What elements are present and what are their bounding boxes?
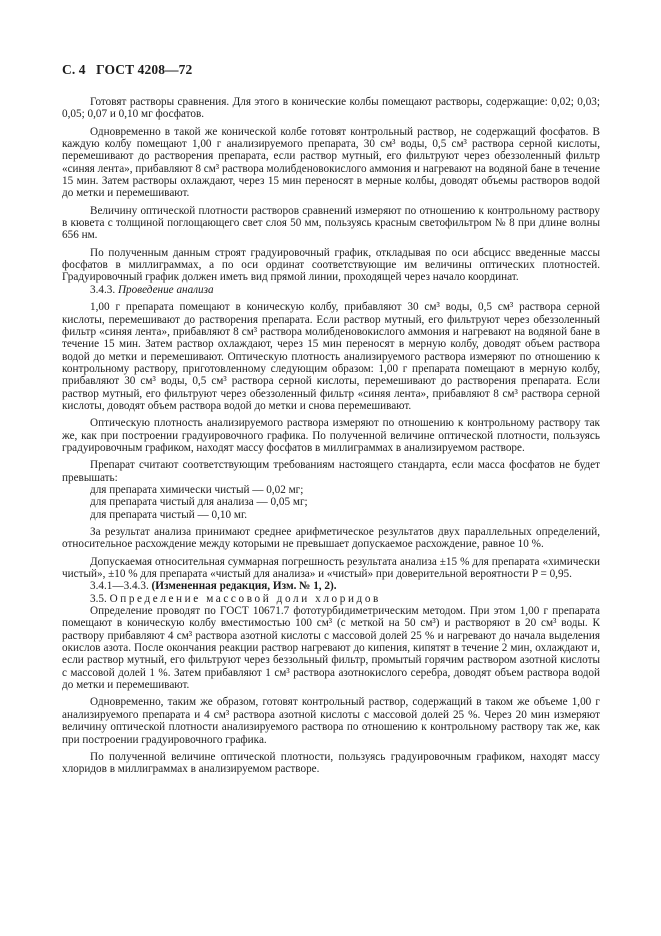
paragraph: Готовят растворы сравнения. Для этого в конические колбы помещают растворы, содержащие: 0,02; 0,03; 0,05; 0,07 и 0,10 мг фосфатов. <box>62 96 600 121</box>
edit-note-range: 3.4.1—3.4.3. <box>90 580 149 593</box>
paragraph: Одновременно, таким же образом, готовят контрольный раствор, содержащий в таком же объеме 1,00 г анализируемого препарата и 4 см³ раствора азотной кислоты с массовой долей 25 %. Через 20 мин измеряют величину оптической плотности анализируемого раствора по отношению к контрольному раствору так же, как при построении градуировочного графика. <box>62 696 600 746</box>
section-number: 3.5. <box>90 592 107 605</box>
page-header <box>62 62 192 78</box>
paragraph: Препарат считают соответствующим требованиям настоящего стандарта, если масса фосфатов не будет превышать: <box>62 459 600 484</box>
paragraph: Определение проводят по ГОСТ 10671.7 фототурбидиметрическим методом. При этом 1,00 г препарата помещают в коническую колбу вместимостью 100 см³ (с меткой на 50 см³) и растворяют в 20 см³ воды. К раствору прибавляют 4 см³ раствора азотной кислоты с массовой долей 25 % и нагревают до начала выделения окислов азота. После окончания реакции раствор нагревают до кипения, кипятят в течение 2 мин, охлаждают и, если раствор мутный, его фильтруют через беззольный фильтр, промытый горячим раствором азотной кислоты с массовой долей 1 %. Затем прибавляют 1 см³ раствора азотнокислого серебра, доводят объем раствора водой до метки и перемешивают. <box>62 605 600 692</box>
section-heading-3-4-3 <box>62 284 600 296</box>
section-title: Определение массовой доли хлоридов <box>109 592 381 605</box>
paragraph: Допускаемая относительная суммарная погрешность результата анализа ±15 % для препарата «химически чистый», ±10 % для препарата «чистый для анализа» и «чистый» при доверительной вероятности P = 0,95. <box>62 555 600 581</box>
paragraph: По полученным данным строят градуировочный график, откладывая по оси абсцисс введенные массы фосфатов в миллиграммах, а по оси ординат соответствующие им величины оптических плотностей. Градуировочный график должен иметь вид прямой линии, проходящей через начало координат. <box>62 246 600 284</box>
paragraph: 1,00 г препарата помещают в коническую колбу, прибавляют 30 см³ воды, 0,5 см³ раствора серной кислоты, перемешивают до растворения препарата. Если раствор мутный, его фильтруют через обеззоленный фильтр «синяя лента», прибавляют 8 см³ раствора молибденовокислого аммония и нагревают на водяной бане в течение 15 мин. Затем раствор охлаждают, через 15 мин переносят в мерную колбу, доводят объем раствора водой до метки и перемешивают. Оптическую плотность анализируемого раствора измеряют по отношению к контрольному раствору, приготовленному следующим образом: 1,00 г препарата помещают в мерную колбу, прибавляют 30 см³ воды, 0,5 см³ раствора серной кислоты, перемешивают до растворения препарата. Если раствор мутный, его фильтруют через обеззоленный фильтр «синяя лента», прибавляют 8 см³ раствора серной кислоты, доводят объем раствора водой до метки и снова перемешивают. <box>62 301 600 412</box>
standard-code: ГОСТ 4208—72 <box>96 62 193 77</box>
section-heading-3-5 <box>62 593 600 605</box>
paragraph: За результат анализа принимают среднее арифметическое результатов двух параллельных определений, относительное расхождение между которыми не превышает допускаемое расхождение, равное 10 %. <box>62 526 600 551</box>
paragraph: Величину оптической плотности растворов сравнений измеряют по отношению к контрольному раствору в кювета с толщиной поглощающего свет слоя 50 мм, пользуясь красным светофильтром № 8 при длине волны 656 нм. <box>62 204 600 242</box>
edit-note-text: (Измененная редакция, Изм. № 1, 2). <box>151 580 337 593</box>
paragraph: По полученной величине оптической плотности, пользуясь градуировочным графиком, находят массу хлоридов в миллиграммах в анализируемом растворе. <box>62 750 600 776</box>
list-item: для препарата химически чистый — 0,02 мг; <box>90 483 304 496</box>
edit-note <box>62 580 600 592</box>
section-number: 3.4.3. <box>90 283 116 296</box>
list-item: для препарата чистый для анализа — 0,05 мг; <box>90 496 308 509</box>
list-item: для препарата чистый — 0,10 мг. <box>90 508 248 521</box>
paragraph: Оптическую плотность анализируемого раствора измеряют по отношению к контрольному раствору так же, как при построении градуировочного графика. По полученной величине оптической плотности, пользуясь градуировочным графиком, находят массу фосфатов в миллиграммах в анализируемом растворе. <box>62 417 600 454</box>
section-title: Проведение анализа <box>117 283 214 296</box>
paragraph: Одновременно в такой же конической колбе готовят контрольный раствор, не содержащий фосфатов. В каждую колбу помещают 1,00 г анализируемого препарата, 30 см³ воды, 0,5 см³ раствора серной кислоты, перемешивают до растворения препарата, если раствор мутный, его фильтруют через обеззоленный фильтр «синяя лента», прибавляют 8 см³ раствора молибденовокислого аммония и нагревают на водяной бане в течение 15 мин. Затем растворы охлаждают, через 15 мин переносят в мерные колбы, доводят объемы растворов водой до метки и перемешивают. <box>62 125 600 200</box>
page-number: С. 4 <box>62 62 86 77</box>
document-body <box>62 96 600 776</box>
